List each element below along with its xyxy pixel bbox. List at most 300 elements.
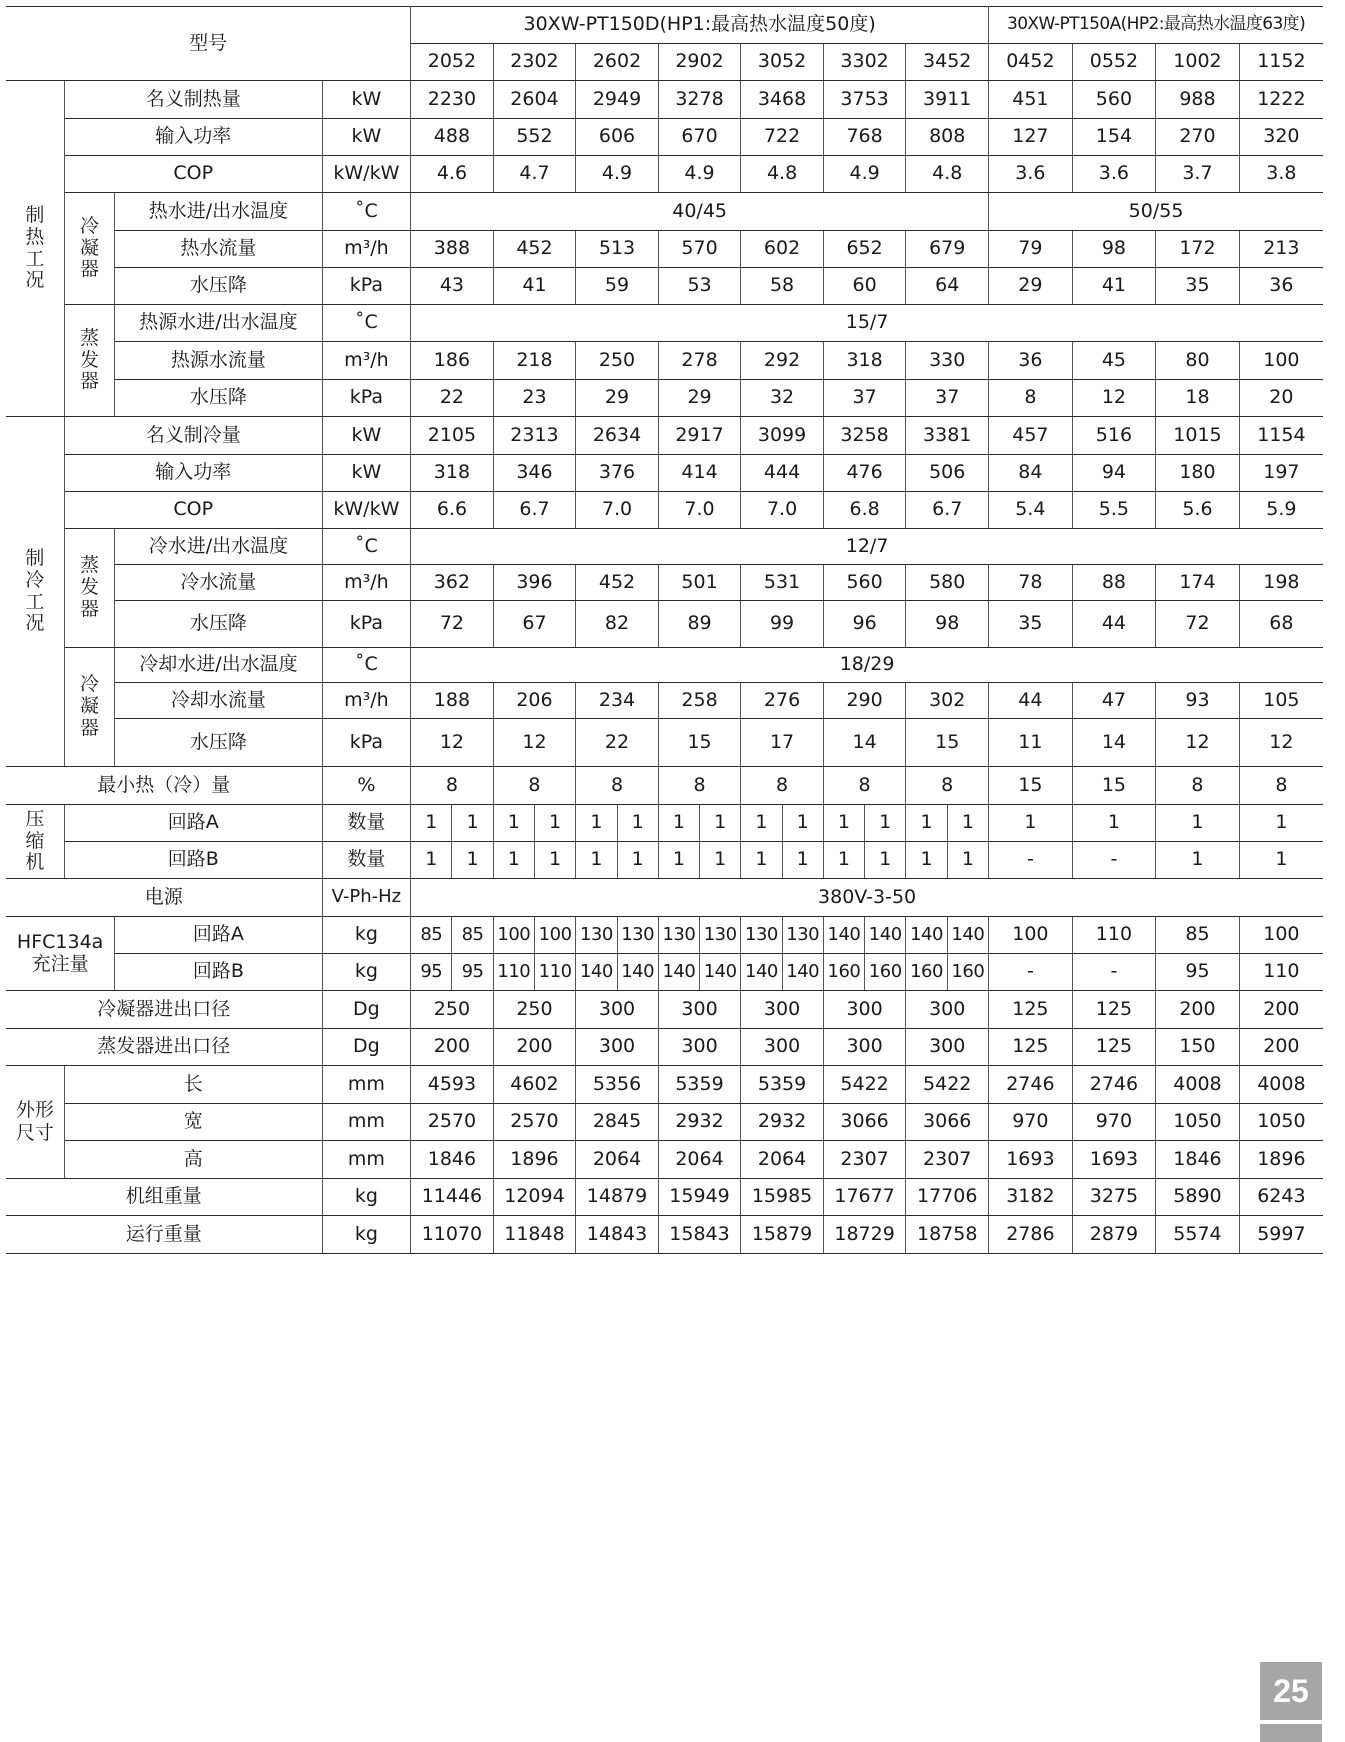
value-cell: 18/29 — [411, 648, 1323, 683]
value-cell: 5.5 — [1072, 492, 1156, 529]
value-cell: 110 — [534, 954, 575, 991]
value-cell: 8 — [989, 380, 1073, 417]
value-cell: 2634 — [576, 417, 659, 455]
value-cell: 1 — [700, 805, 741, 842]
value-cell: 15 — [989, 767, 1073, 805]
value-cell: 1050 — [1239, 1104, 1323, 1141]
value-cell: 5997 — [1239, 1216, 1323, 1254]
value-cell: - — [989, 954, 1073, 991]
value-cell: 4.9 — [576, 156, 659, 193]
value-cell: 5422 — [823, 1066, 906, 1104]
value-cell: 1 — [493, 805, 534, 842]
value-cell: 1 — [947, 805, 988, 842]
value-cell: 2604 — [493, 81, 576, 119]
value-cell: 140 — [576, 954, 617, 991]
value-cell: 1 — [617, 842, 658, 879]
value-cell: 8 — [493, 767, 576, 805]
value-cell: 6243 — [1239, 1179, 1323, 1216]
heating-category-label: 制热工况 — [25, 203, 45, 292]
row-label: COP — [64, 492, 322, 529]
value-cell: 1 — [534, 842, 575, 879]
value-cell: 12094 — [493, 1179, 576, 1216]
value-cell: 85 — [1156, 917, 1240, 954]
value-cell: 457 — [989, 417, 1073, 455]
value-cell: 64 — [906, 268, 989, 305]
value-cell: 15879 — [741, 1216, 824, 1254]
unit-cell: kg — [322, 917, 411, 954]
value-cell: 35 — [1156, 268, 1240, 305]
value-cell: 2064 — [658, 1141, 741, 1179]
value-cell: 105 — [1239, 683, 1323, 719]
value-cell: 44 — [1072, 601, 1156, 648]
unit-cell: m³/h — [322, 565, 411, 601]
value-cell: 451 — [989, 81, 1073, 119]
value-cell: 2845 — [576, 1104, 659, 1141]
value-cell: 78 — [989, 565, 1073, 601]
value-cell: 188 — [411, 683, 494, 719]
value-cell: 302 — [906, 683, 989, 719]
model-number: 1002 — [1156, 44, 1240, 81]
value-cell: 2917 — [658, 417, 741, 455]
unit-cell: V-Ph-Hz — [322, 879, 411, 917]
row-label: 运行重量 — [6, 1216, 322, 1254]
value-cell: 2570 — [411, 1104, 494, 1141]
refrigerant-group — [6, 917, 115, 991]
value-cell: 8 — [906, 767, 989, 805]
value-cell: 89 — [658, 601, 741, 648]
value-cell: 174 — [1156, 565, 1240, 601]
value-cell: 29 — [658, 380, 741, 417]
unit-cell: ˚C — [322, 648, 411, 683]
value-cell: 234 — [576, 683, 659, 719]
value-cell: 140 — [782, 954, 823, 991]
value-cell: 100 — [1239, 342, 1323, 380]
refrigerant-a-row — [6, 917, 1323, 954]
min-load-row — [6, 767, 1323, 805]
value-cell: 679 — [906, 231, 989, 268]
value-cell: 18 — [1156, 380, 1240, 417]
heating-cop-row — [6, 156, 1323, 193]
value-cell: 602 — [741, 231, 824, 268]
value-cell: 125 — [989, 991, 1073, 1029]
value-cell: 53 — [658, 268, 741, 305]
value-cell: 200 — [1156, 991, 1240, 1029]
value-cell: 82 — [576, 601, 659, 648]
value-cell: 14 — [823, 719, 906, 767]
unit-cell: Dg — [322, 991, 411, 1029]
value-cell: 3066 — [823, 1104, 906, 1141]
value-cell: 154 — [1072, 119, 1156, 156]
model-number: 2602 — [576, 44, 659, 81]
value-cell: 414 — [658, 455, 741, 492]
value-cell: 17677 — [823, 1179, 906, 1216]
value-cell: 17706 — [906, 1179, 989, 1216]
value-cell: 14879 — [576, 1179, 659, 1216]
value-cell: 250 — [576, 342, 659, 380]
cooling-condenser-pd-row — [6, 719, 1323, 767]
value-cell: 5359 — [658, 1066, 741, 1104]
value-cell: 1 — [658, 842, 699, 879]
value-cell: - — [1072, 842, 1156, 879]
value-cell: 300 — [823, 1029, 906, 1066]
value-cell: 6.6 — [411, 492, 494, 529]
value-cell: 4.8 — [906, 156, 989, 193]
value-cell: 1 — [617, 805, 658, 842]
evaporator-label: 蒸发器 — [80, 554, 100, 620]
value-cell: 6.7 — [493, 492, 576, 529]
unit-cell: kW/kW — [322, 156, 411, 193]
value-cell: 22 — [576, 719, 659, 767]
value-cell: 79 — [989, 231, 1073, 268]
dimensions-group — [6, 1066, 64, 1179]
value-cell: 3066 — [906, 1104, 989, 1141]
row-label: 回路A — [64, 805, 322, 842]
heating-condenser-pd-row — [6, 268, 1323, 305]
unit-cell: mm — [322, 1141, 411, 1179]
value-cell: 2230 — [411, 81, 494, 119]
value-cell: 570 — [658, 231, 741, 268]
value-cell: 318 — [823, 342, 906, 380]
value-cell: 380V-3-50 — [411, 879, 1323, 917]
row-label: 回路B — [64, 842, 322, 879]
value-cell: 2307 — [823, 1141, 906, 1179]
model-number: 3452 — [906, 44, 989, 81]
value-cell: 197 — [1239, 455, 1323, 492]
value-cell: 29 — [989, 268, 1073, 305]
row-label: 热源水流量 — [115, 342, 322, 380]
value-cell: 1154 — [1239, 417, 1323, 455]
value-cell: 20 — [1239, 380, 1323, 417]
unit-cell: kW — [322, 119, 411, 156]
value-cell: 346 — [493, 455, 576, 492]
value-cell: 5422 — [906, 1066, 989, 1104]
value-cell: 5574 — [1156, 1216, 1240, 1254]
value-cell: 130 — [576, 917, 617, 954]
cooling-evaporator-pd-row — [6, 601, 1323, 648]
unit-cell: kPa — [322, 719, 411, 767]
value-cell: 292 — [741, 342, 824, 380]
value-cell: 93 — [1156, 683, 1240, 719]
value-cell: 2949 — [576, 81, 659, 119]
value-cell: 125 — [989, 1029, 1073, 1066]
value-cell: 29 — [576, 380, 659, 417]
value-cell: 100 — [989, 917, 1073, 954]
value-cell: 4.6 — [411, 156, 494, 193]
value-cell: 12 — [411, 719, 494, 767]
value-cell: 560 — [1072, 81, 1156, 119]
value-cell: 2313 — [493, 417, 576, 455]
value-cell: 200 — [411, 1029, 494, 1066]
cooling-capacity-row — [6, 417, 1323, 455]
value-cell: 37 — [906, 380, 989, 417]
value-cell: 258 — [658, 683, 741, 719]
value-cell: 3.7 — [1156, 156, 1240, 193]
value-cell: 2786 — [989, 1216, 1073, 1254]
value-cell: 100 — [493, 917, 534, 954]
value-cell: 1 — [782, 805, 823, 842]
value-cell: 330 — [906, 342, 989, 380]
unit-cell: mm — [322, 1066, 411, 1104]
value-cell: 15949 — [658, 1179, 741, 1216]
value-cell: 388 — [411, 231, 494, 268]
value-cell: 11446 — [411, 1179, 494, 1216]
row-label: 冷水进/出水温度 — [115, 529, 322, 565]
value-cell: 160 — [865, 954, 906, 991]
power-supply-row — [6, 879, 1323, 917]
value-cell: 722 — [741, 119, 824, 156]
value-cell: 318 — [411, 455, 494, 492]
compressor-b-row — [6, 842, 1323, 879]
value-cell: 160 — [823, 954, 864, 991]
value-cell: 84 — [989, 455, 1073, 492]
unit-cell: ˚C — [322, 193, 411, 231]
value-cell: 808 — [906, 119, 989, 156]
value-cell: 15 — [1072, 767, 1156, 805]
hp2-group-header: 30XW-PT150A(HP2:最高热水温度63度) — [989, 7, 1323, 44]
value-cell: 12 — [1239, 719, 1323, 767]
value-cell: 15843 — [658, 1216, 741, 1254]
value-cell: 160 — [906, 954, 947, 991]
value-cell: 140 — [823, 917, 864, 954]
value-cell: 200 — [1239, 1029, 1323, 1066]
value-cell: 37 — [823, 380, 906, 417]
value-cell: 12/7 — [411, 529, 1323, 565]
value-cell: 3381 — [906, 417, 989, 455]
value-cell: 95 — [411, 954, 452, 991]
compressor-a-row — [6, 805, 1323, 842]
value-cell: 15 — [658, 719, 741, 767]
value-cell: 2746 — [989, 1066, 1073, 1104]
unit-cell: kW/kW — [322, 492, 411, 529]
value-cell: 140 — [906, 917, 947, 954]
value-cell: 180 — [1156, 455, 1240, 492]
value-cell: 1 — [1156, 805, 1240, 842]
value-cell: 67 — [493, 601, 576, 648]
value-cell: 670 — [658, 119, 741, 156]
row-label: 回路A — [115, 917, 322, 954]
value-cell: 320 — [1239, 119, 1323, 156]
value-cell: 6.8 — [823, 492, 906, 529]
row-label: 冷却水进/出水温度 — [115, 648, 322, 683]
value-cell: 12 — [1072, 380, 1156, 417]
value-cell: 270 — [1156, 119, 1240, 156]
unit-cell: kW — [322, 81, 411, 119]
value-cell: 200 — [1239, 991, 1323, 1029]
unit-cell: kg — [322, 1179, 411, 1216]
value-cell: 300 — [741, 991, 824, 1029]
value-cell: 18729 — [823, 1216, 906, 1254]
value-cell: 606 — [576, 119, 659, 156]
row-label: 水压降 — [115, 719, 322, 767]
value-cell: 11848 — [493, 1216, 576, 1254]
value-cell: 218 — [493, 342, 576, 380]
row-label: 冷却水流量 — [115, 683, 322, 719]
value-cell: 130 — [617, 917, 658, 954]
value-cell: 531 — [741, 565, 824, 601]
value-cell: 2932 — [658, 1104, 741, 1141]
unit-cell: kg — [322, 954, 411, 991]
value-cell: 43 — [411, 268, 494, 305]
value-cell: 2064 — [741, 1141, 824, 1179]
value-cell: 125 — [1072, 991, 1156, 1029]
value-cell: 96 — [823, 601, 906, 648]
value-cell: 213 — [1239, 231, 1323, 268]
value-cell: 1 — [576, 842, 617, 879]
value-cell: 2746 — [1072, 1066, 1156, 1104]
unit-cell: kW — [322, 417, 411, 455]
page-tab-decoration — [1260, 1724, 1322, 1742]
value-cell: 7.0 — [576, 492, 659, 529]
value-cell: 47 — [1072, 683, 1156, 719]
unit-cell: kPa — [322, 601, 411, 648]
condenser-label: 冷凝器 — [80, 214, 100, 281]
value-cell: 1 — [700, 842, 741, 879]
unit-cell: m³/h — [322, 231, 411, 268]
value-cell: 4.9 — [658, 156, 741, 193]
dimension-width-row — [6, 1104, 1323, 1141]
cooling-category — [6, 417, 64, 767]
value-cell: 250 — [493, 991, 576, 1029]
value-cell: 110 — [1072, 917, 1156, 954]
value-cell: 3753 — [823, 81, 906, 119]
value-cell: 58 — [741, 268, 824, 305]
heating-condenser-group — [64, 193, 114, 305]
model-number: 2052 — [411, 44, 494, 81]
value-cell: 36 — [989, 342, 1073, 380]
hp1-group-header: 30XW-PT150D(HP1:最高热水温度50度) — [411, 7, 989, 44]
compressor-group — [6, 805, 64, 879]
row-label: 水压降 — [115, 380, 322, 417]
row-label: 输入功率 — [64, 119, 322, 156]
value-cell: 8 — [741, 767, 824, 805]
heating-evaporator-pd-row — [6, 380, 1323, 417]
value-cell: 300 — [906, 1029, 989, 1066]
value-cell: 11070 — [411, 1216, 494, 1254]
value-cell: 130 — [782, 917, 823, 954]
row-label: 宽 — [64, 1104, 322, 1141]
cooling-evaporator-temp-row — [6, 529, 1323, 565]
value-cell: 1693 — [989, 1141, 1073, 1179]
value-cell: 1 — [1239, 805, 1323, 842]
value-cell: 290 — [823, 683, 906, 719]
value-cell: 6.7 — [906, 492, 989, 529]
value-cell: 150 — [1156, 1029, 1240, 1066]
value-cell: 768 — [823, 119, 906, 156]
value-cell: 3.6 — [989, 156, 1073, 193]
value-cell: 452 — [576, 565, 659, 601]
value-cell: 1 — [741, 805, 782, 842]
value-cell: 988 — [1156, 81, 1240, 119]
value-cell: 1 — [452, 842, 493, 879]
value-cell: 5356 — [576, 1066, 659, 1104]
value-cell: 32 — [741, 380, 824, 417]
value-cell: 200 — [493, 1029, 576, 1066]
value-cell: 1050 — [1156, 1104, 1240, 1141]
row-label: 热水进/出水温度 — [115, 193, 322, 231]
row-label: 冷凝器进出口径 — [6, 991, 322, 1029]
value-cell: 1 — [1072, 805, 1156, 842]
value-cell: 12 — [493, 719, 576, 767]
value-cell: 100 — [534, 917, 575, 954]
row-label: 热源水进/出水温度 — [115, 305, 322, 342]
value-cell: 560 — [823, 565, 906, 601]
unit-cell: mm — [322, 1104, 411, 1141]
value-cell: 1 — [906, 842, 947, 879]
value-cell: 59 — [576, 268, 659, 305]
value-cell: 1 — [534, 805, 575, 842]
value-cell: 3468 — [741, 81, 824, 119]
spec-table — [6, 6, 1323, 1254]
value-cell: 1 — [782, 842, 823, 879]
unit-cell: kPa — [322, 380, 411, 417]
heating-evaporator-temp-row — [6, 305, 1323, 342]
value-cell: 506 — [906, 455, 989, 492]
row-label: 名义制热量 — [64, 81, 322, 119]
dimension-height-row — [6, 1141, 1323, 1179]
value-cell: 130 — [658, 917, 699, 954]
value-cell: 2105 — [411, 417, 494, 455]
value-cell: 970 — [1072, 1104, 1156, 1141]
unit-cell: % — [322, 767, 411, 805]
row-label: 蒸发器进出口径 — [6, 1029, 322, 1066]
unit-weight-row — [6, 1179, 1323, 1216]
value-cell: 140 — [947, 917, 988, 954]
unit-cell: Dg — [322, 1029, 411, 1066]
value-cell: 501 — [658, 565, 741, 601]
value-cell: 5359 — [741, 1066, 824, 1104]
value-cell: 362 — [411, 565, 494, 601]
page-number: 25 — [1260, 1662, 1322, 1720]
value-cell: 172 — [1156, 231, 1240, 268]
value-cell: 110 — [493, 954, 534, 991]
value-cell: 3258 — [823, 417, 906, 455]
value-cell: 95 — [1156, 954, 1240, 991]
value-cell: 5.9 — [1239, 492, 1323, 529]
cooling-category-label: 制冷工况 — [25, 546, 45, 635]
value-cell: 476 — [823, 455, 906, 492]
value-cell: 396 — [493, 565, 576, 601]
value-cell: 1 — [452, 805, 493, 842]
value-cell: 11 — [989, 719, 1073, 767]
value-cell: 41 — [493, 268, 576, 305]
value-cell: 98 — [1072, 231, 1156, 268]
model-number: 3302 — [823, 44, 906, 81]
value-cell: 8 — [576, 767, 659, 805]
value-cell: 23 — [493, 380, 576, 417]
value-cell: 1 — [1156, 842, 1240, 879]
row-label: 名义制冷量 — [64, 417, 322, 455]
value-cell: 3911 — [906, 81, 989, 119]
value-cell: - — [989, 842, 1073, 879]
value-cell: 1 — [493, 842, 534, 879]
value-cell: 140 — [865, 917, 906, 954]
value-cell: 444 — [741, 455, 824, 492]
unit-cell: m³/h — [322, 342, 411, 380]
value-cell: 1 — [576, 805, 617, 842]
value-cell: 1222 — [1239, 81, 1323, 119]
value-cell: 160 — [947, 954, 988, 991]
value-cell: 22 — [411, 380, 494, 417]
value-cell: 72 — [411, 601, 494, 648]
value-cell: 250 — [411, 991, 494, 1029]
value-cell: 45 — [1072, 342, 1156, 380]
row-label: 冷水流量 — [115, 565, 322, 601]
value-cell: 1896 — [493, 1141, 576, 1179]
compressor-label: 压缩机 — [25, 807, 45, 874]
value-cell: 186 — [411, 342, 494, 380]
value-cell: 80 — [1156, 342, 1240, 380]
value-cell: 970 — [989, 1104, 1073, 1141]
